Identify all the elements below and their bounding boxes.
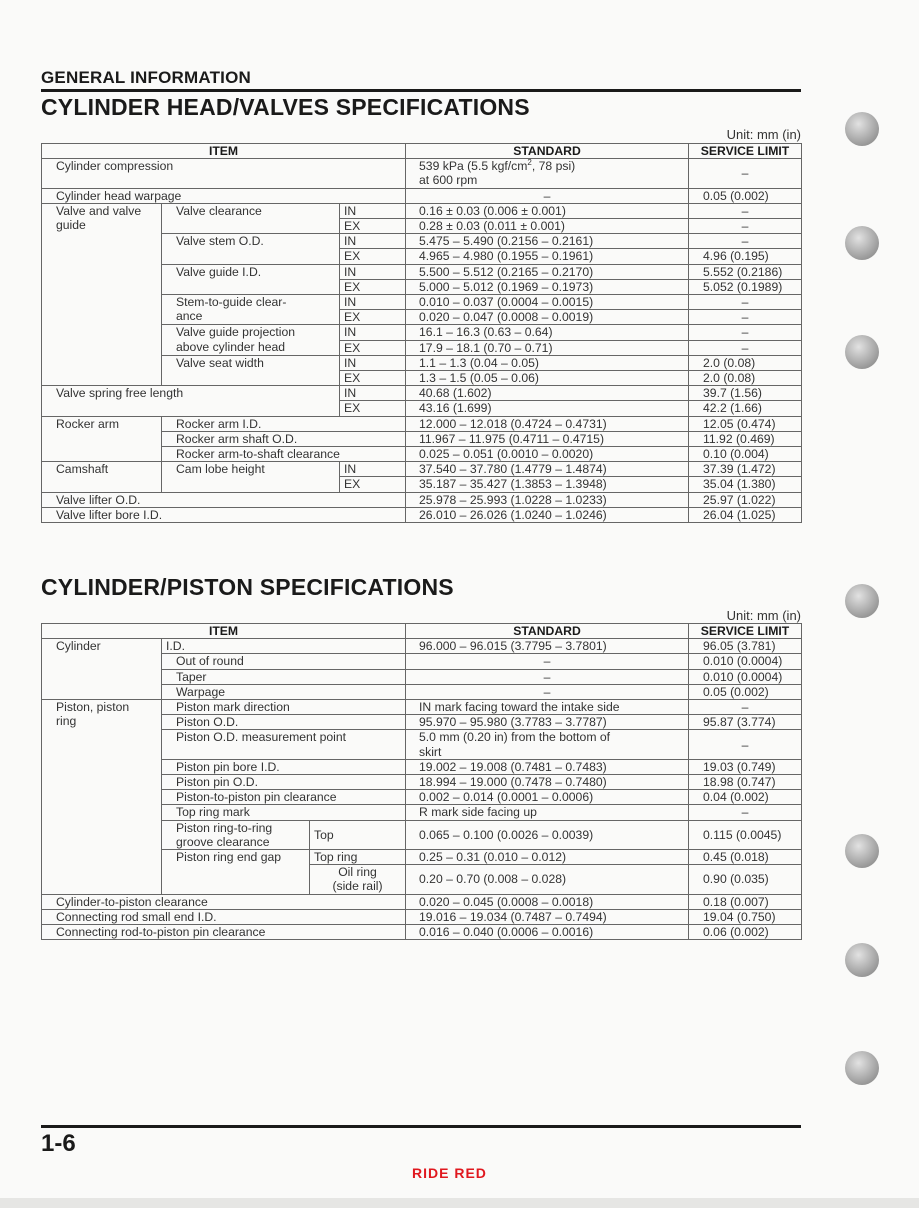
standard-value: 95.970 – 95.980 (3.7783 – 3.7787) [406,715,689,730]
limit-value: 0.04 (0.002) [689,790,802,805]
standard-value: 5.475 – 5.490 (0.2156 – 0.2161) [406,234,689,249]
standard-value: 0.020 – 0.045 (0.0008 – 0.0018) [406,894,689,909]
row-label: Piston O.D. measurement point [162,730,406,759]
limit-value: 0.05 (0.002) [689,188,802,203]
limit-value: 4.96 (0.195) [689,249,802,264]
standard-value: 26.010 – 26.026 (1.0240 – 1.0246) [406,507,689,522]
table-row [42,894,802,909]
limit-value: 42.2 (1.66) [689,401,802,416]
table-header-row [42,144,802,159]
unit-label-head: Unit: mm (in) [726,127,801,142]
page-number: 1-6 [41,1130,76,1157]
standard-value: – [406,684,689,699]
binder-hole [845,335,879,369]
in-label: IN [340,462,406,477]
standard-header: STANDARD [406,624,689,639]
limit-value: 0.115 (0.0045) [689,820,802,849]
standard-value: – [406,654,689,669]
cylinder-piston-title: CYLINDER/PISTON SPECIFICATIONS [41,574,454,600]
standard-value: 5.000 – 5.012 (0.1969 – 0.1973) [406,279,689,294]
in-label: IN [340,355,406,370]
group-label: Cylinder [42,639,162,700]
row-label: Valve lifter bore I.D. [42,507,406,522]
row-label: Piston-to-piston pin clearance [162,790,406,805]
row-label: Rocker arm I.D. [162,416,406,431]
row-label: Valve clearance [162,203,340,233]
limit-value: 25.97 (1.022) [689,492,802,507]
limit-value: 0.90 (0.035) [689,865,802,894]
row-label: Taper [162,669,406,684]
limit-value: 96.05 (3.781) [689,639,802,654]
standard-value: 5.500 – 5.512 (0.2165 – 0.2170) [406,264,689,279]
group-label: Piston, piston ring [42,700,162,895]
table-header-row [42,624,802,639]
standard-value: R mark side facing up [406,805,689,820]
limit-value: 37.39 (1.472) [689,462,802,477]
limit-value: 11.92 (0.469) [689,431,802,446]
standard-value: 12.000 – 12.018 (0.4724 – 0.4731) [406,416,689,431]
limit-value: 0.10 (0.004) [689,447,802,462]
section-heading: GENERAL INFORMATION [41,68,251,87]
limit-value: 26.04 (1.025) [689,507,802,522]
table-row [42,909,802,924]
standard-value: 37.540 – 37.780 (1.4779 – 1.4874) [406,462,689,477]
limit-value: – [689,295,802,310]
limit-value: 2.0 (0.08) [689,371,802,386]
standard-value: 25.978 – 25.993 (1.0228 – 1.0233) [406,492,689,507]
group-label: Rocker arm [42,416,162,462]
table-row [42,416,802,431]
table-row [42,188,802,203]
limit-value: – [689,325,802,340]
standard-value: 4.965 – 4.980 (0.1955 – 0.1961) [406,249,689,264]
table-row [42,386,802,401]
row-label: Out of round [162,654,406,669]
sub-label: Oil ring (side rail) [310,865,406,894]
table-row [42,203,802,218]
limit-value: – [689,805,802,820]
in-label: IN [340,325,406,340]
standard-value: 19.016 – 19.034 (0.7487 – 0.7494) [406,909,689,924]
ex-label: EX [340,219,406,234]
row-label: Cam lobe height [162,462,340,492]
binder-hole [845,834,879,868]
limit-value: 12.05 (0.474) [689,416,802,431]
row-label: Valve lifter O.D. [42,492,406,507]
ex-label: EX [340,371,406,386]
row-label: Valve stem O.D. [162,234,340,264]
standard-value: 96.000 – 96.015 (3.7795 – 3.7801) [406,639,689,654]
limit-value: 0.06 (0.002) [689,925,802,940]
in-label: IN [340,234,406,249]
sub-label: Top [310,820,406,849]
standard-value: 0.28 ± 0.03 (0.011 ± 0.001) [406,219,689,234]
service-limit-header: SERVICE LIMIT [689,144,802,159]
ex-label: EX [340,401,406,416]
table-row [42,700,802,715]
standard-value: – [406,188,689,203]
row-label: Piston mark direction [162,700,406,715]
group-label: Valve and valve guide [42,203,162,385]
standard-value: 0.020 – 0.047 (0.0008 – 0.0019) [406,310,689,325]
standard-value: 0.002 – 0.014 (0.0001 – 0.0006) [406,790,689,805]
binder-hole [845,584,879,618]
row-label: Valve seat width [162,355,340,385]
in-label: IN [340,386,406,401]
row-label: Connecting rod small end I.D. [42,909,406,924]
limit-value: 0.18 (0.007) [689,894,802,909]
limit-value: – [689,340,802,355]
unit-label-piston: Unit: mm (in) [726,608,801,623]
row-label: Rocker arm shaft O.D. [162,431,406,446]
page-edge [0,1198,919,1208]
row-label: Piston O.D. [162,715,406,730]
standard-value: 18.994 – 19.000 (0.7478 – 0.7480) [406,775,689,790]
row-label: Stem-to-guide clear- ance [162,295,340,325]
limit-value: – [689,219,802,234]
row-label: Piston pin O.D. [162,775,406,790]
ex-label: EX [340,279,406,294]
limit-value: 0.45 (0.018) [689,850,802,865]
binder-hole [845,943,879,977]
standard-value: 0.065 – 0.100 (0.0026 – 0.0039) [406,820,689,849]
limit-value: 0.05 (0.002) [689,684,802,699]
row-label: Rocker arm-to-shaft clearance [162,447,406,462]
table-row [42,492,802,507]
limit-value: – [689,310,802,325]
row-label: I.D. [162,639,406,654]
cylinder-head-table [41,143,802,523]
binder-hole [845,1051,879,1085]
brand-logo: RIDE RED [412,1165,487,1181]
item-header: ITEM [42,144,406,159]
bottom-rule [41,1125,801,1128]
standard-value: 0.25 – 0.31 (0.010 – 0.012) [406,850,689,865]
standard-value: IN mark facing toward the intake side [406,700,689,715]
standard-value: 0.025 – 0.051 (0.0010 – 0.0020) [406,447,689,462]
standard-value: 0.16 ± 0.03 (0.006 ± 0.001) [406,203,689,218]
standard-value: 1.1 – 1.3 (0.04 – 0.05) [406,355,689,370]
row-label: Connecting rod-to-piston pin clearance [42,925,406,940]
standard-value: 5.0 mm (0.20 in) from the bottom of skirt [406,730,689,759]
cylinder-piston-table [41,623,802,940]
table-row [42,925,802,940]
row-label: Valve guide I.D. [162,264,340,294]
standard-value: 0.016 – 0.040 (0.0006 – 0.0016) [406,925,689,940]
ex-label: EX [340,340,406,355]
cylinder-head-title: CYLINDER HEAD/VALVES SPECIFICATIONS [41,94,530,120]
row-label: Top ring mark [162,805,406,820]
standard-value: 40.68 (1.602) [406,386,689,401]
binder-hole [845,226,879,260]
service-limit-header: SERVICE LIMIT [689,624,802,639]
limit-value: – [689,730,802,759]
row-label: Piston pin bore I.D. [162,759,406,774]
limit-value: 18.98 (0.747) [689,775,802,790]
top-rule [41,89,801,92]
standard-value: 16.1 – 16.3 (0.63 – 0.64) [406,325,689,340]
sub-label: Top ring [310,850,406,865]
table-row [42,507,802,522]
standard-value: 0.20 – 0.70 (0.008 – 0.028) [406,865,689,894]
standard-value: 17.9 – 18.1 (0.70 – 0.71) [406,340,689,355]
limit-value: 5.052 (0.1989) [689,279,802,294]
limit-value: – [689,159,802,188]
limit-value: 95.87 (3.774) [689,715,802,730]
limit-value: 19.04 (0.750) [689,909,802,924]
limit-value: – [689,700,802,715]
row-label: Cylinder head warpage [42,188,406,203]
in-label: IN [340,264,406,279]
table-row [42,159,802,188]
standard-value: 35.187 – 35.427 (1.3853 – 1.3948) [406,477,689,492]
row-label: Piston ring end gap [162,850,310,895]
row-label: Cylinder-to-piston clearance [42,894,406,909]
standard-value: 0.010 – 0.037 (0.0004 – 0.0015) [406,295,689,310]
standard-value: 11.967 – 11.975 (0.4711 – 0.4715) [406,431,689,446]
limit-value: 39.7 (1.56) [689,386,802,401]
row-label: Cylinder compression [42,159,406,188]
limit-value: 19.03 (0.749) [689,759,802,774]
ex-label: EX [340,477,406,492]
limit-value: – [689,234,802,249]
limit-value: 0.010 (0.0004) [689,669,802,684]
binder-hole [845,112,879,146]
in-label: IN [340,203,406,218]
standard-value: – [406,669,689,684]
row-label: Piston ring-to-ring groove clearance [162,820,310,849]
row-label: Valve spring free length [42,386,340,416]
limit-value: 5.552 (0.2186) [689,264,802,279]
standard-header: STANDARD [406,144,689,159]
ex-label: EX [340,249,406,264]
limit-value: 0.010 (0.0004) [689,654,802,669]
table-row [42,462,802,477]
in-label: IN [340,295,406,310]
table-row [42,639,802,654]
limit-value: 35.04 (1.380) [689,477,802,492]
row-label: Warpage [162,684,406,699]
ex-label: EX [340,310,406,325]
standard-value: 1.3 – 1.5 (0.05 – 0.06) [406,371,689,386]
standard-value: 43.16 (1.699) [406,401,689,416]
standard-value: 539 kPa (5.5 kgf/$cm^2$, 78 psi) at 600 rpm [406,159,689,188]
item-header: ITEM [42,624,406,639]
limit-value: 2.0 (0.08) [689,355,802,370]
row-label: Valve guide projection above cylinder head [162,325,340,355]
standard-value: 19.002 – 19.008 (0.7481 – 0.7483) [406,759,689,774]
group-label: Camshaft [42,462,162,492]
limit-value: – [689,203,802,218]
